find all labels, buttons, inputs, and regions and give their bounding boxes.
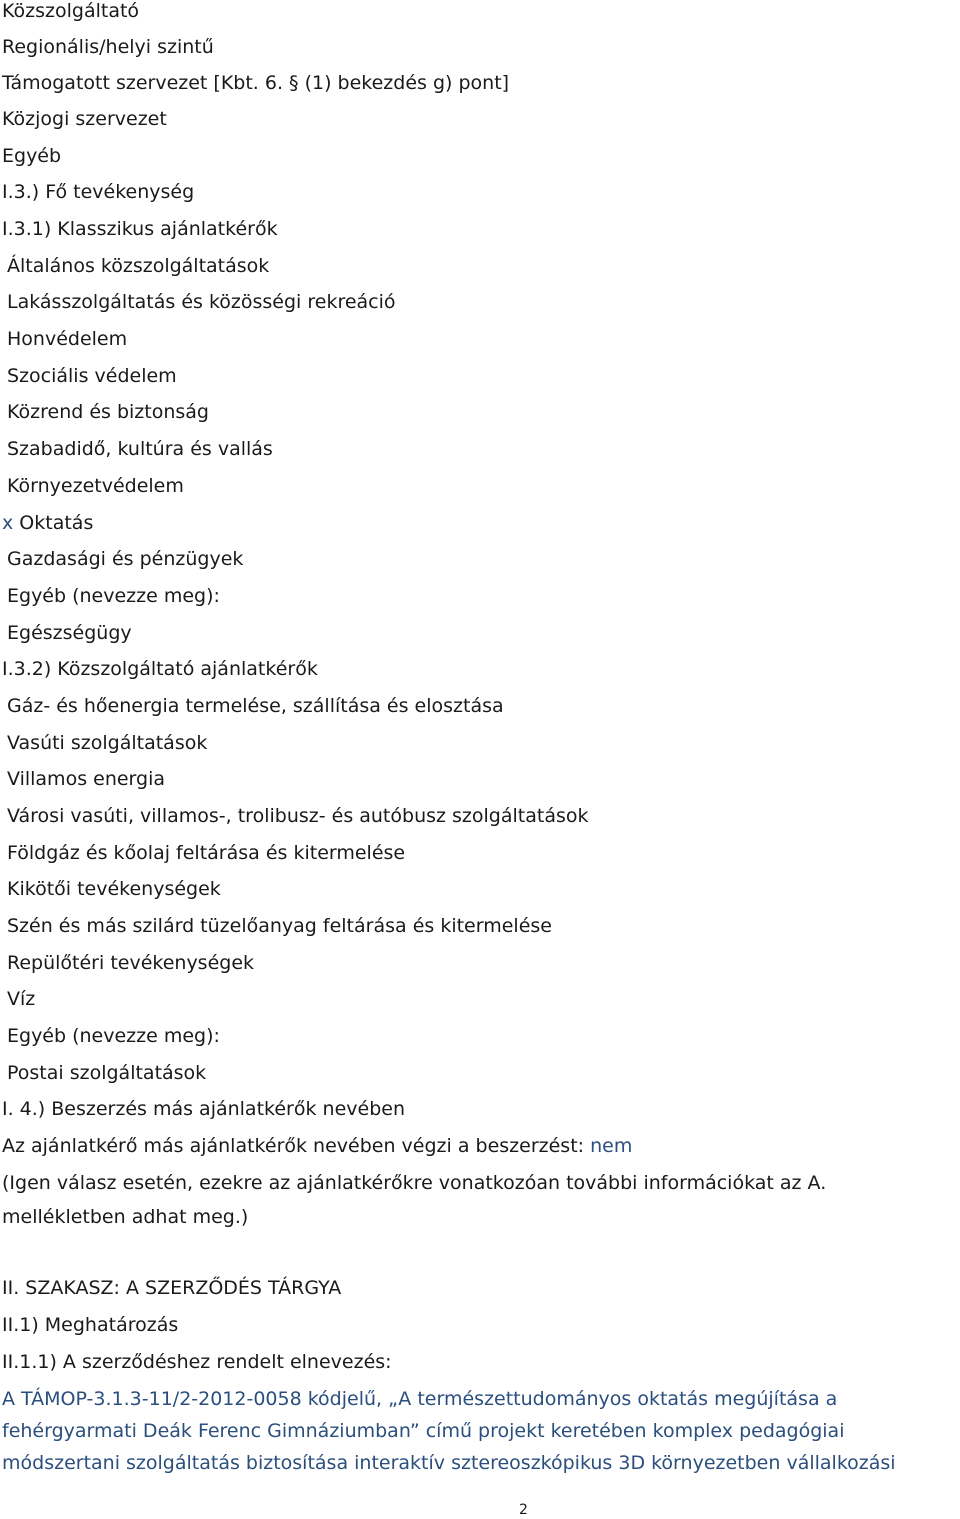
note-line-2: mellékletben adhat meg.)	[2, 1206, 249, 1228]
list-item: Szén és más szilárd tüzelőanyag feltárása és kitermelése	[7, 915, 552, 937]
list-item: Lakásszolgáltatás és közösségi rekreáció	[7, 291, 396, 313]
list-item: Környezetvédelem	[7, 475, 184, 497]
heading-klasszikus: I.3.1) Klasszikus ajánlatkérők	[2, 218, 278, 240]
list-item: Villamos energia	[7, 768, 166, 790]
list-item: Városi vasúti, villamos-, trolibusz- és autóbusz szolgáltatások	[7, 805, 589, 827]
list-item: Honvédelem	[7, 328, 128, 350]
question-line	[2, 1134, 632, 1158]
answer-value: nem	[590, 1135, 633, 1157]
list-item: Földgáz és kőolaj feltárása és kitermelése	[7, 842, 406, 864]
list-item: Postai szolgáltatások	[7, 1062, 207, 1084]
list-item: Repülőtéri tevékenységek	[7, 952, 255, 974]
checked-label: Oktatás	[19, 512, 94, 534]
subheading-elnevezes: II.1.1) A szerződéshez rendelt elnevezés:	[2, 1351, 392, 1373]
heading-kozszolgaltato-ajanlatkerok: I.3.2) Közszolgáltató ajánlatkérők	[2, 658, 318, 680]
list-item: Közrend és biztonság	[7, 401, 209, 423]
line-egyeb: Egyéb	[2, 145, 62, 167]
list-item: Egyéb (nevezze meg):	[7, 585, 220, 607]
list-item: Egészségügy	[7, 622, 132, 644]
list-item-checked	[2, 511, 93, 535]
list-item: Vasúti szolgáltatások	[7, 732, 208, 754]
checked-mark: x	[2, 512, 14, 534]
line-regionalis: Regionális/helyi szintű	[2, 36, 214, 58]
list-item: Szabadidő, kultúra és vallás	[7, 438, 273, 460]
list-item: Egyéb (nevezze meg):	[7, 1025, 220, 1047]
list-item: Szociális védelem	[7, 365, 177, 387]
list-item: Víz	[7, 988, 36, 1010]
list-item: Gáz- és hőenergia termelése, szállítása és elosztása	[7, 695, 504, 717]
contract-title-line: A TÁMOP-3.1.3-11/2-2012-0058 kódjelű, „A természettudományos oktatás megújítása a	[2, 1388, 838, 1410]
heading-fo-tevekenyseg: I.3.) Fő tevékenység	[2, 181, 195, 203]
list-item: Kikötői tevékenységek	[7, 878, 221, 900]
contract-title-line: módszertani szolgáltatás biztosítása interaktív sztereoszkópikus 3D környezetben vállalkozási	[2, 1452, 896, 1474]
line-tamogatott: Támogatott szervezet [Kbt. 6. § (1) bekezdés g) pont]	[2, 72, 510, 94]
heading-beszerzes: I. 4.) Beszerzés más ajánlatkérők nevében	[2, 1098, 405, 1120]
section-heading: II. SZAKASZ: A SZERZŐDÉS TÁRGYA	[2, 1277, 342, 1299]
subheading-meghatarozas: II.1) Meghatározás	[2, 1314, 179, 1336]
contract-title-line: fehérgyarmati Deák Ferenc Gimnáziumban” című projekt keretében komplex pedagógiai	[2, 1420, 845, 1442]
question-text: Az ajánlatkérő más ajánlatkérők nevében végzi a beszerzést:	[2, 1135, 585, 1157]
page-number: 2	[519, 1502, 528, 1518]
list-item: Általános közszolgáltatások	[7, 255, 270, 277]
line-kozszolgaltato: Közszolgáltató	[2, 0, 140, 22]
note-line-1: (Igen válasz esetén, ezekre az ajánlatkérőkre vonatkozóan további információkat az A.	[2, 1172, 827, 1194]
line-kozjogi: Közjogi szervezet	[2, 108, 167, 130]
list-item: Gazdasági és pénzügyek	[7, 548, 244, 570]
